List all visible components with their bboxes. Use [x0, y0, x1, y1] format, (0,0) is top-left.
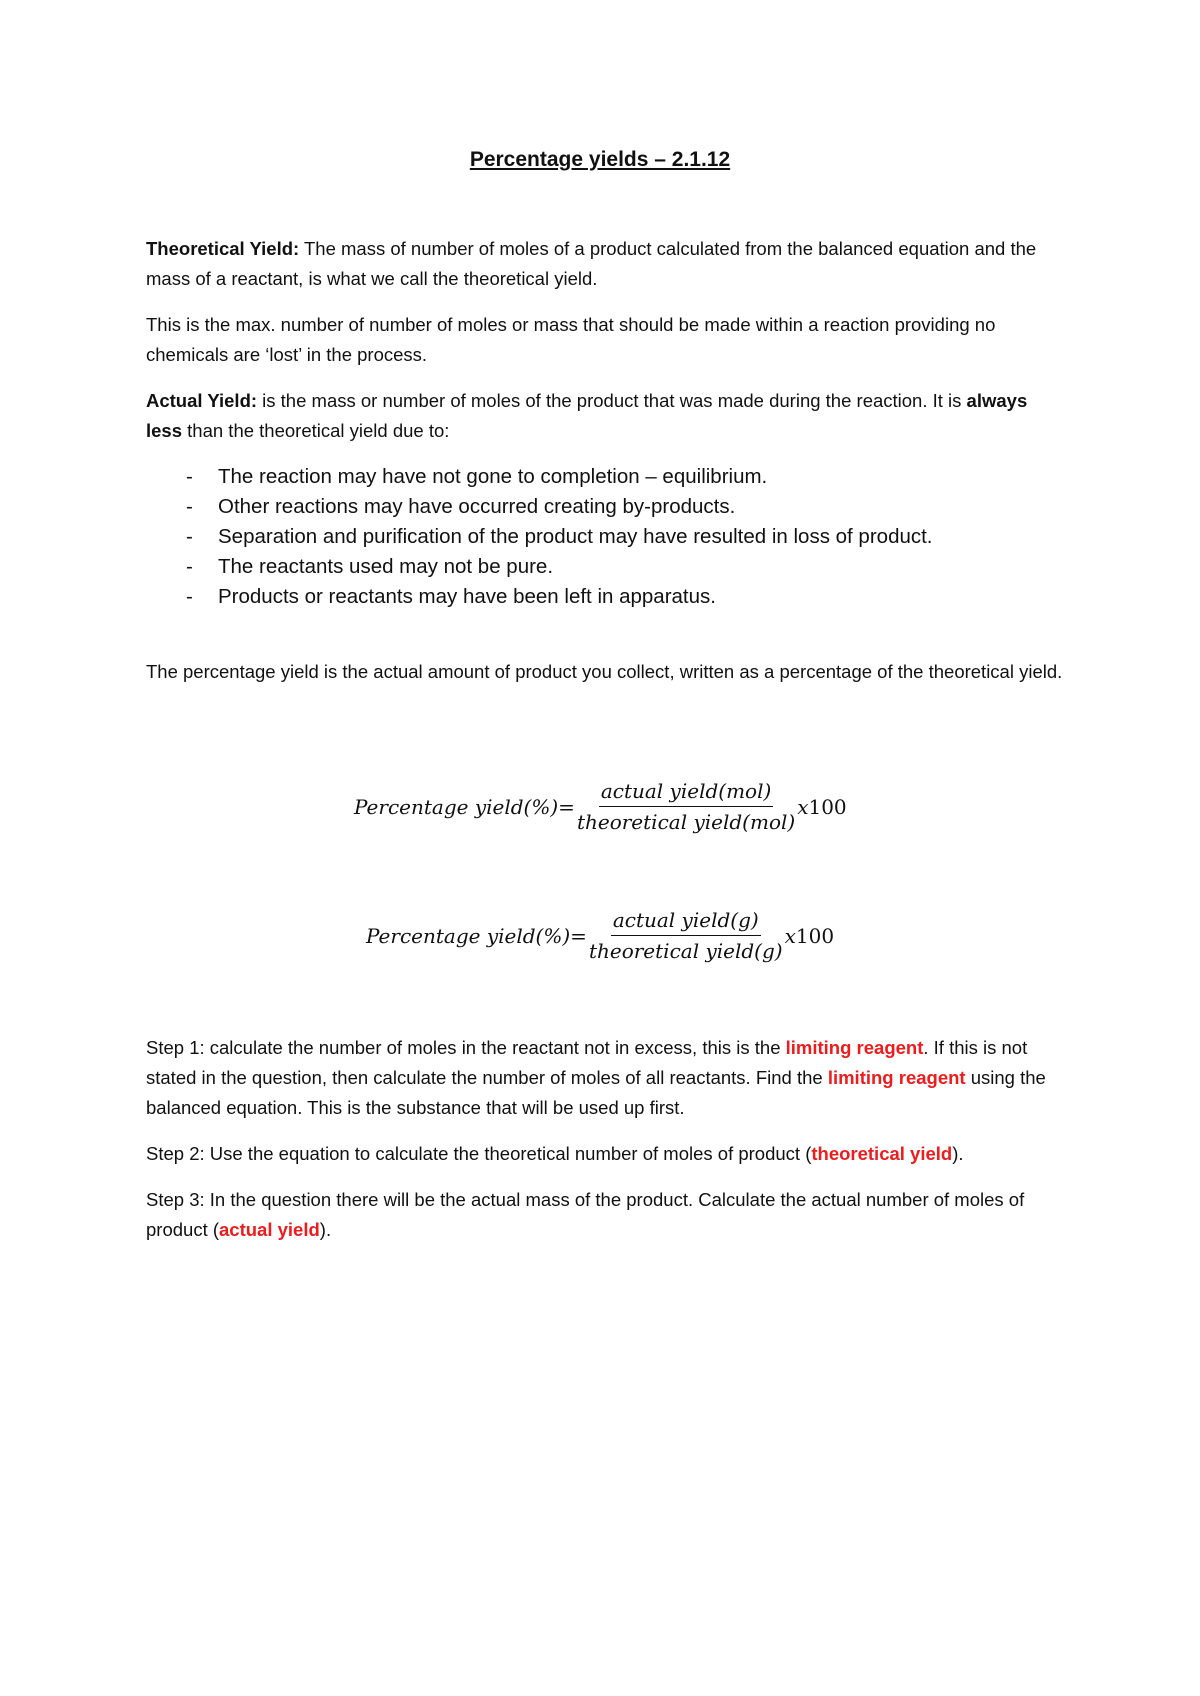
- bullet-marker: -: [186, 525, 193, 548]
- actual-yield-definition-part2: than the theoretical yield due to:: [182, 420, 450, 441]
- bullet-marker: -: [186, 465, 193, 488]
- list-item: [146, 582, 1086, 612]
- always-less-emphasis: always less: [146, 390, 1028, 441]
- theoretical-yield-highlight: theoretical yield: [811, 1143, 953, 1164]
- formula-grams: [366, 907, 834, 964]
- step-2-text-2: ).: [952, 1143, 964, 1164]
- formula-moles: [354, 778, 847, 835]
- formula-grams-denominator: theoretical yield(g): [588, 939, 783, 963]
- max-note-paragraph: This is the max. number of number of moles or mass that should be made within a reaction providing no chemicals are ‘lost’ in the process.: [146, 314, 996, 365]
- limiting-reagent-highlight: limiting reagent: [785, 1037, 924, 1058]
- formula-moles-numerator: actual yield(mol): [599, 778, 773, 807]
- step-1-paragraph: [146, 1033, 1066, 1123]
- formula-grams-factor: 100: [795, 923, 835, 948]
- list-item: [146, 522, 1086, 552]
- reason-text: The reactants used may not be pure.: [218, 555, 554, 578]
- formula-grams-fraction: [589, 907, 783, 964]
- step-2-text-1: Step 2: Use the equation to calculate the theoretical number of moles of product (: [146, 1143, 812, 1164]
- theoretical-yield-term: Theoretical Yield:: [146, 238, 300, 259]
- step-3-text-2: ).: [319, 1219, 332, 1240]
- bullet-marker: -: [186, 585, 193, 608]
- actual-yield-paragraph: [146, 386, 1066, 446]
- formula-moles-lhs: Percentage yield(%)=: [354, 794, 575, 819]
- formula-moles-multiplier: x: [797, 794, 809, 819]
- reason-text: Other reactions may have occurred creating by-products.: [218, 495, 736, 518]
- list-item: [146, 552, 1086, 582]
- reason-text: Products or reactants may have been left in apparatus.: [218, 585, 716, 608]
- formula-grams-lhs: Percentage yield(%)=: [366, 923, 587, 948]
- bullet-marker: -: [186, 495, 193, 518]
- theoretical-yield-definition: The mass of number of moles of a product calculated from the balanced equation and the mass of a reactant, is what we call the theoretical yield.: [146, 238, 1037, 289]
- step-1-text-1: Step 1: calculate the number of moles in the reactant not in excess, this is the: [146, 1037, 786, 1058]
- step-3-paragraph: [146, 1185, 1066, 1245]
- actual-yield-term: Actual Yield:: [146, 390, 258, 411]
- formula-moles-fraction: [577, 778, 795, 835]
- formula-moles-factor: 100: [808, 794, 847, 819]
- actual-yield-definition-part1: is the mass or number of moles of the product that was made during the reaction. It is: [257, 390, 967, 411]
- reason-text: Separation and purification of the product may have resulted in loss of product.: [218, 525, 933, 548]
- bullet-marker: -: [186, 555, 193, 578]
- formula-grams-numerator: actual yield(g): [611, 907, 761, 936]
- percentage-yield-note: The percentage yield is the actual amount of product you collect, written as a percentage of the theoretical yield.: [146, 661, 1063, 682]
- step-3-text-1: Step 3: In the question there will be the actual mass of the product. Calculate the actual number of moles of product (: [146, 1189, 1025, 1240]
- reasons-list: [146, 462, 1086, 612]
- step-1-text-2: . If this is not stated in the question, then calculate the number of moles of all reactants. Find the: [146, 1037, 1028, 1088]
- formula-moles-denominator: theoretical yield(mol): [576, 810, 796, 834]
- theoretical-yield-paragraph: [146, 234, 1066, 294]
- actual-yield-highlight: actual yield: [219, 1219, 320, 1240]
- limiting-reagent-highlight: limiting reagent: [827, 1067, 966, 1088]
- list-item: [146, 462, 1086, 492]
- step-1-text-3: using the balanced equation. This is the substance that will be used up first.: [146, 1067, 1046, 1118]
- page-title: Percentage yields – 2.1.12: [469, 148, 731, 171]
- reason-text: The reaction may have not gone to completion – equilibrium.: [218, 465, 768, 488]
- formula-grams-multiplier: x: [784, 923, 796, 948]
- list-item: [146, 492, 1086, 522]
- step-2-paragraph: [146, 1139, 1066, 1169]
